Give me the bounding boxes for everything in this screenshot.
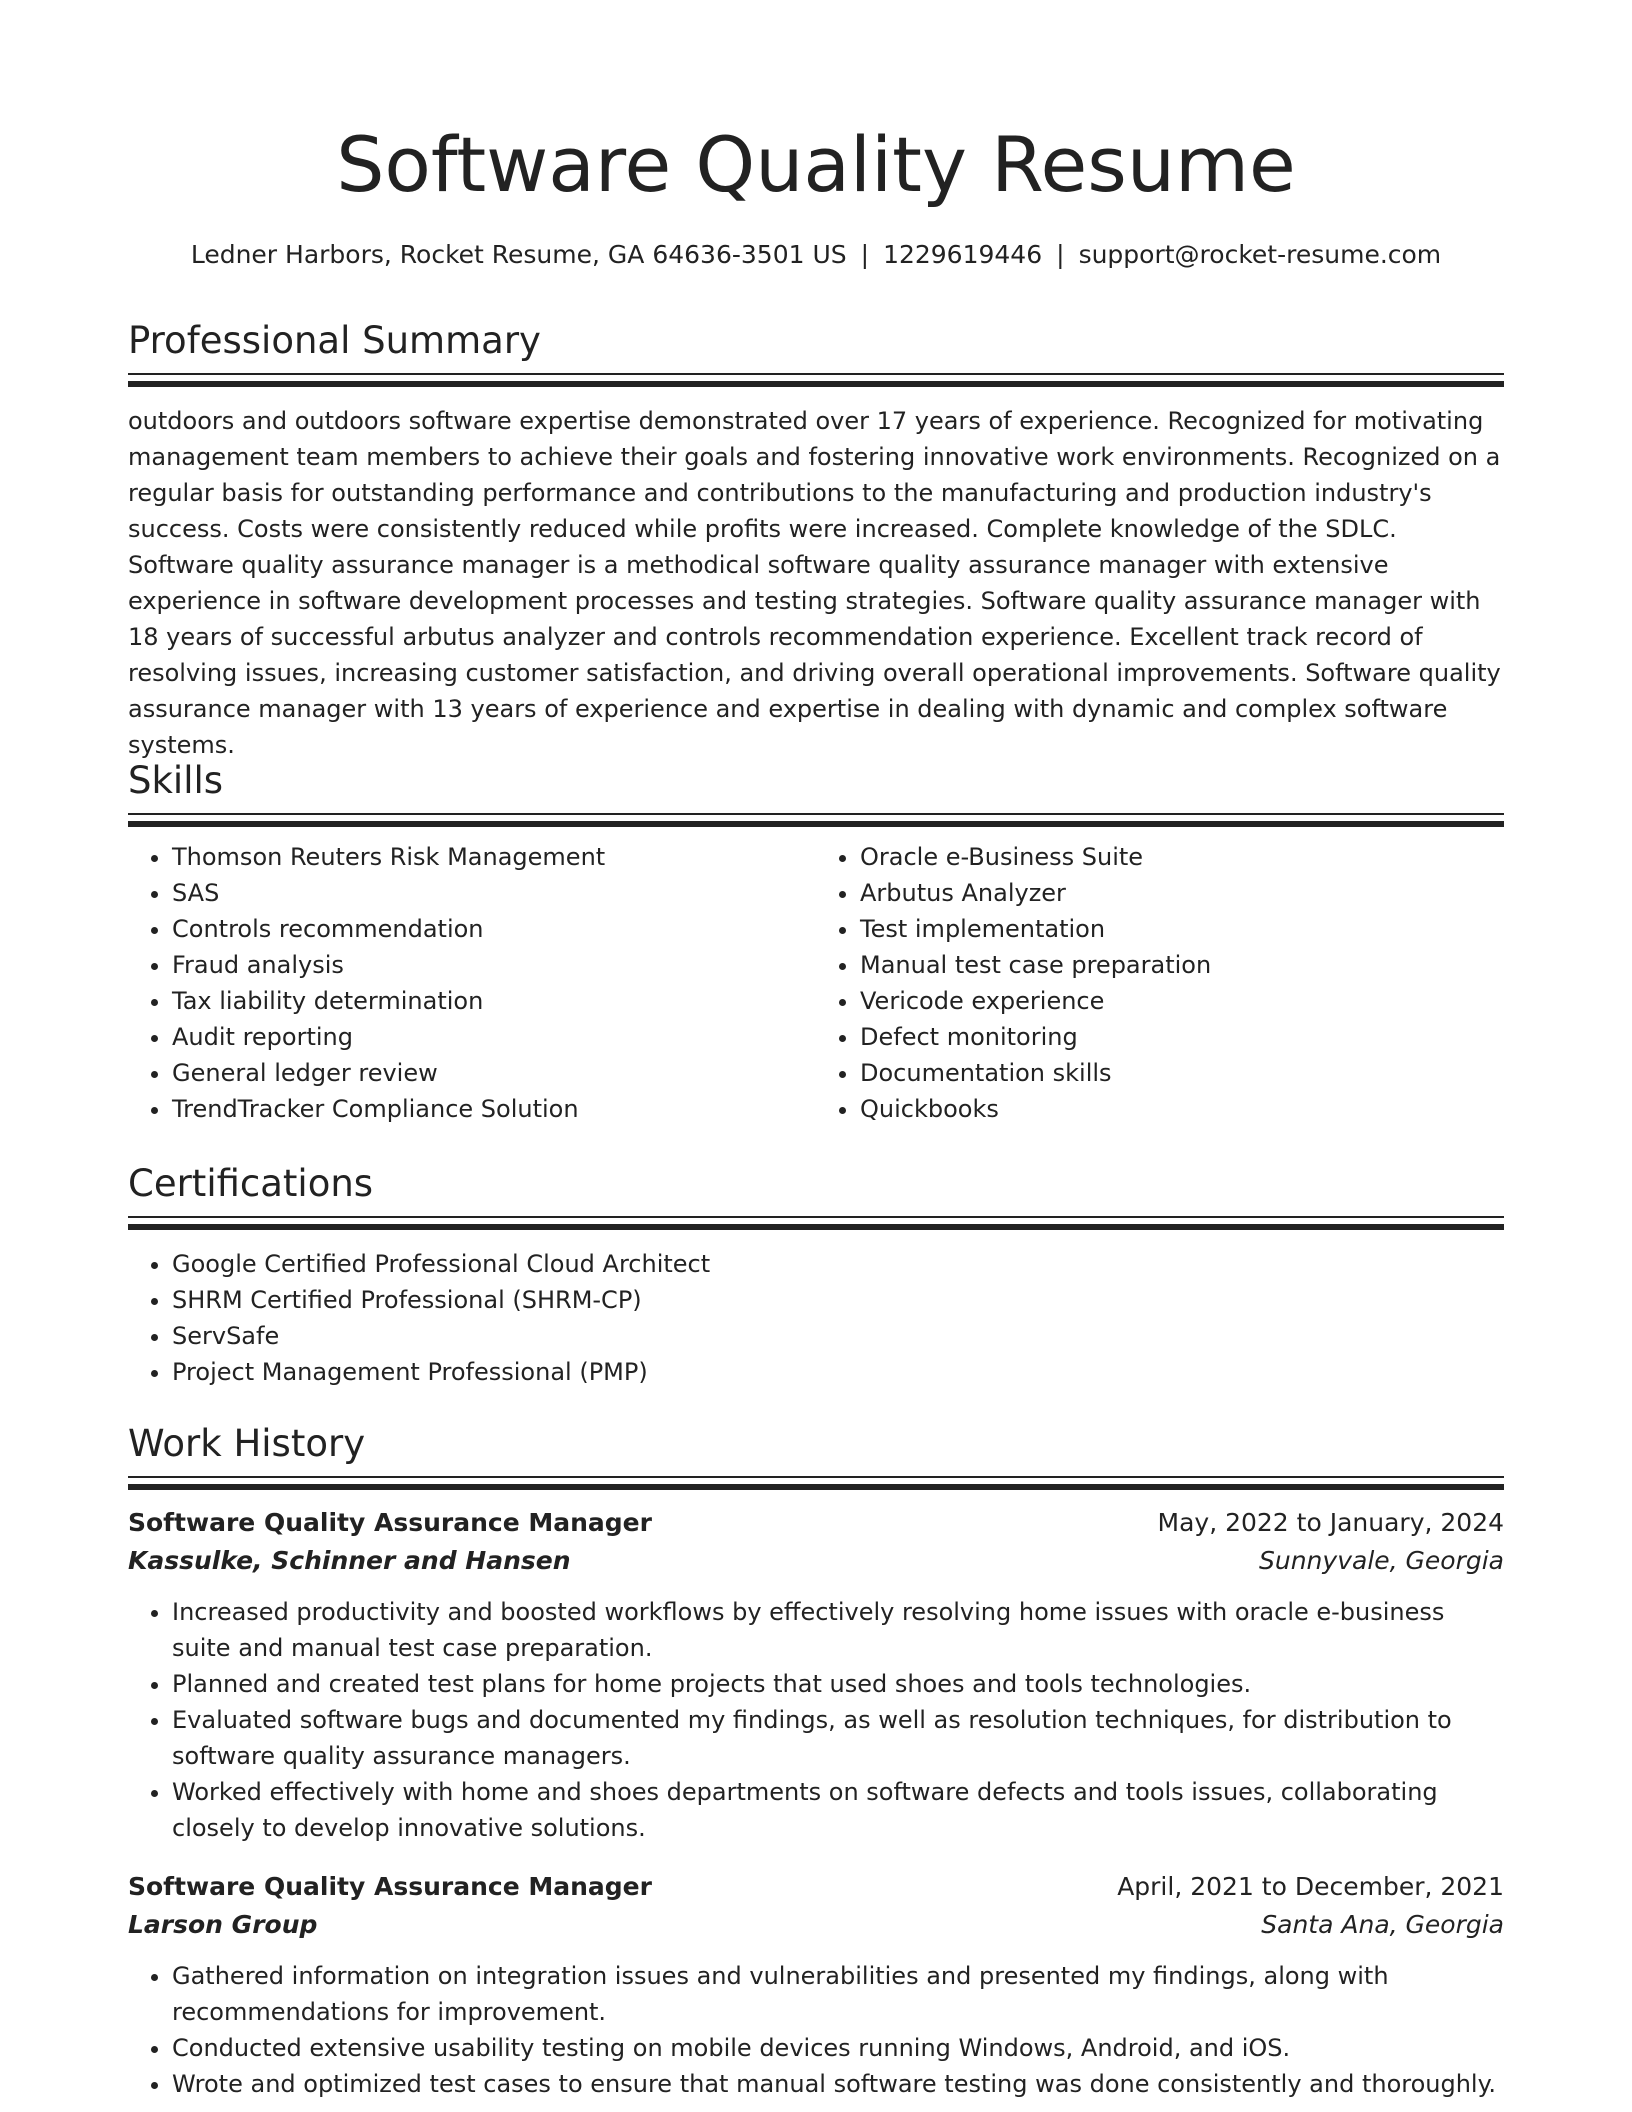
job-location: Sunnyvale, Georgia bbox=[1259, 1546, 1504, 1575]
skill-item: • Documentation skills bbox=[860, 1055, 1504, 1091]
skill-item: • Tax liability determination bbox=[172, 983, 816, 1019]
contact-email: support@rocket-resume.com bbox=[1078, 240, 1442, 269]
job-entry bbox=[128, 1504, 1504, 1846]
skill-item: • Thomson Reuters Risk Management bbox=[172, 839, 816, 875]
certifications-heading: Certifications bbox=[128, 1162, 374, 1205]
certification-item: • Google Certified Professional Cloud Architect bbox=[172, 1246, 1504, 1282]
summary-heading: Professional Summary bbox=[128, 319, 541, 362]
section-divider bbox=[128, 813, 1504, 827]
job-bullet: • Evaluated software bugs and documented my findings, as well as resolution techniques, for distribution to software quality assurance managers. bbox=[172, 1702, 1504, 1774]
skill-item: • Fraud analysis bbox=[172, 947, 816, 983]
job-bullet: • Gathered information on integration issues and vulnerabilities and presented my findings, along with recommendations for improvement. bbox=[172, 1958, 1504, 2030]
skill-item: • Quickbooks bbox=[860, 1091, 1504, 1127]
certification-item: • SHRM Certified Professional (SHRM-CP) bbox=[172, 1282, 1504, 1318]
job-header bbox=[128, 1504, 1504, 1542]
summary-text: outdoors and outdoors software expertise demonstrated over 17 years of experience. Recognized for motivating management team members to achieve their goals and fostering innovative work environments. Recognized on a regular basis for outstanding performance and contributions to the manufacturing and production industry's success. Costs were consistently reduced while profits were increased. Complete knowledge of the SDLC. Software quality assurance manager is a methodical software quality assurance manager with extensive experience in software development processes and testing strategies. Software quality assurance manager with 18 years of successful arbutus analyzer and controls recommendation experience. Excellent track record of resolving issues, increasing customer satisfaction, and driving overall operational improvements. Software quality assurance manager with 13 years of experience and expertise in dealing with dynamic and complex software systems. bbox=[128, 407, 1501, 759]
section-divider bbox=[128, 1216, 1504, 1230]
job-bullet: • Conducted extensive usability testing on mobile devices running Windows, Android, and iOS. bbox=[172, 2030, 1504, 2066]
contact-separator: | bbox=[1056, 240, 1065, 269]
job-title: Software Quality Assurance Manager bbox=[128, 1872, 652, 1901]
certifications-list bbox=[128, 1246, 1504, 1390]
job-company: Kassulke, Schinner and Hansen bbox=[128, 1546, 571, 1575]
job-header bbox=[128, 1868, 1504, 1906]
certifications-section bbox=[128, 1162, 1504, 1390]
resume-title: Software Quality Resume bbox=[336, 120, 1296, 209]
work-section bbox=[128, 1422, 1504, 2102]
job-subheader bbox=[128, 1906, 1504, 1944]
skill-item: • Manual test case preparation bbox=[860, 947, 1504, 983]
job-dates: May, 2022 to January, 2024 bbox=[1157, 1508, 1504, 1537]
summary-section bbox=[128, 319, 1504, 763]
work-heading: Work History bbox=[128, 1422, 366, 1465]
certification-item: • ServSafe bbox=[172, 1318, 1504, 1354]
contact-line bbox=[128, 240, 1504, 269]
skills-list-right bbox=[816, 839, 1504, 1127]
job-company: Larson Group bbox=[128, 1910, 318, 1939]
skills-heading: Skills bbox=[128, 759, 224, 802]
skills-columns bbox=[128, 839, 1504, 1127]
job-bullet: • Wrote and optimized test cases to ensure that manual software testing was done consistently and thoroughly. bbox=[172, 2066, 1504, 2102]
section-divider bbox=[128, 1476, 1504, 1490]
skill-item: • Arbutus Analyzer bbox=[860, 875, 1504, 911]
skill-item: • Audit reporting bbox=[172, 1019, 816, 1055]
skill-item: • Controls recommendation bbox=[172, 911, 816, 947]
job-bullets bbox=[128, 1958, 1504, 2102]
skill-item: • Vericode experience bbox=[860, 983, 1504, 1019]
contact-separator: | bbox=[860, 240, 870, 269]
skill-item: • Defect monitoring bbox=[860, 1019, 1504, 1055]
skills-list-left bbox=[128, 839, 816, 1127]
skill-item: • TrendTracker Compliance Solution bbox=[172, 1091, 816, 1127]
job-dates: April, 2021 to December, 2021 bbox=[1117, 1872, 1504, 1901]
job-bullet: • Worked effectively with home and shoes departments on software defects and tools issues, collaborating closely to develop innovative solutions. bbox=[172, 1774, 1504, 1846]
job-bullet: • Increased productivity and boosted workflows by effectively resolving home issues with oracle e-business suite and manual test case preparation. bbox=[172, 1594, 1504, 1666]
certification-item: • Project Management Professional (PMP) bbox=[172, 1354, 1504, 1390]
contact-phone: 1229619446 bbox=[883, 240, 1043, 269]
skill-item: • SAS bbox=[172, 875, 816, 911]
skill-item: • Oracle e-Business Suite bbox=[860, 839, 1504, 875]
contact-address: Ledner Harbors, Rocket Resume, GA 64636-3501 US bbox=[190, 240, 847, 269]
job-bullet: • Planned and created test plans for home projects that used shoes and tools technologies. bbox=[172, 1666, 1504, 1702]
skill-item: • General ledger review bbox=[172, 1055, 816, 1091]
job-entry bbox=[128, 1868, 1504, 2102]
skill-item: • Test implementation bbox=[860, 911, 1504, 947]
job-bullets bbox=[128, 1594, 1504, 1846]
job-location: Santa Ana, Georgia bbox=[1261, 1910, 1504, 1939]
job-title: Software Quality Assurance Manager bbox=[128, 1508, 652, 1537]
job-subheader bbox=[128, 1542, 1504, 1580]
section-divider bbox=[128, 373, 1504, 387]
skills-section bbox=[128, 759, 1504, 1127]
